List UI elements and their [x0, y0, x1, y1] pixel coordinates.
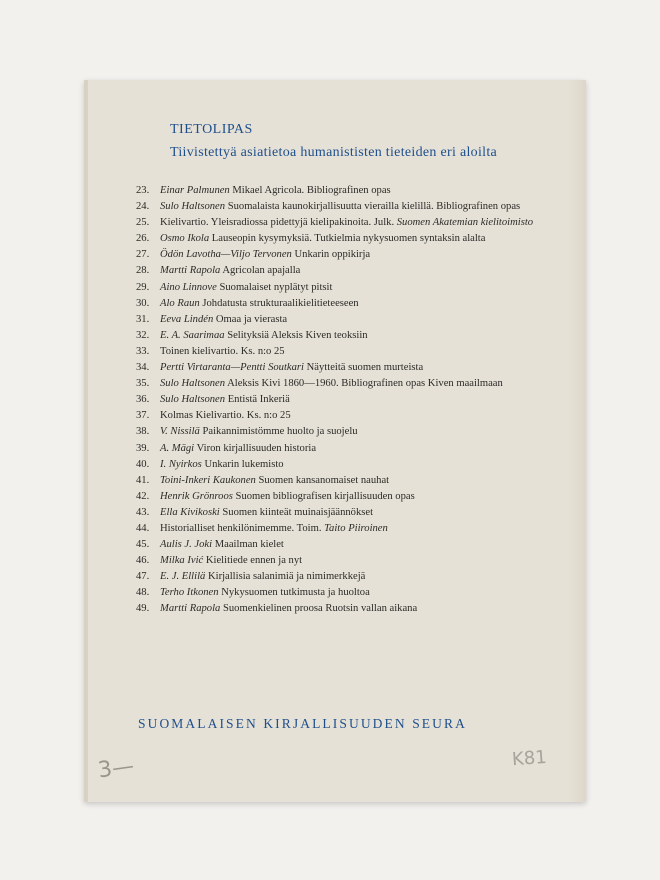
book-title: Maailman kielet: [214, 539, 284, 551]
book-entry: [136, 489, 546, 505]
book-text: [160, 215, 546, 231]
book-text: [160, 505, 546, 521]
book-text: [160, 263, 546, 279]
book-title: Kielivartio. Yleisradiossa pidettyjä kielipakinoita. Julk.: [160, 217, 395, 229]
book-title: Johdatusta strukturaalikielitieteeseen: [202, 297, 359, 309]
book-author: Alo Raun: [160, 297, 200, 309]
book-text: [160, 392, 546, 408]
book-text: [160, 344, 546, 360]
book-number: 24.: [136, 201, 150, 213]
book-entry: [136, 473, 546, 489]
book-list: [136, 183, 546, 618]
book-entry: [136, 183, 546, 199]
book-number: 46.: [136, 555, 150, 567]
book-title: Unkarin lukemisto: [204, 458, 284, 470]
book-author: Sulo Haltsonen: [160, 394, 226, 406]
book-author: A. Mägi: [160, 442, 195, 454]
cover-left-edge: [84, 80, 88, 802]
book-text: [160, 601, 546, 617]
book-number: 31.: [136, 313, 150, 325]
book-number: 35.: [136, 378, 150, 390]
book-number: 43.: [136, 506, 150, 518]
book-title: Omaa ja vierasta: [215, 313, 288, 325]
book-entry: [136, 344, 546, 360]
series-subtitle: Tiivistettyä asiatietoa humanististen tieteiden eri aloilta: [170, 145, 498, 160]
book-title: Suomenkielinen proosa Ruotsin vallan aikana: [222, 603, 418, 615]
book-entry: [136, 376, 546, 392]
book-author: Martti Rapola: [160, 265, 221, 277]
book-entry: [136, 408, 546, 424]
book-author: Ella Kivikoski: [160, 506, 220, 518]
book-number: 38.: [136, 426, 150, 438]
book-title: Suomalaista kaunokirjallisuutta vierailla kielillä. Bibliografinen opas: [227, 201, 521, 213]
book-entry: [136, 424, 546, 440]
book-text: [160, 553, 546, 569]
book-author: Aulis J. Joki: [160, 539, 213, 551]
book-title: Toinen kielivartio. Ks. n:o 25: [160, 345, 285, 357]
book-title: Lauseopin kysymyksiä. Tutkielmia nykysuomen syntaksin alalta: [211, 233, 486, 245]
book-number: 28.: [136, 265, 150, 277]
book-title: Suomalaiset nyplätyt pitsit: [219, 281, 333, 293]
book-text: [160, 360, 546, 376]
book-author: V. Nissilä: [160, 426, 200, 438]
book-text: [160, 424, 546, 440]
book-title: Näytteitä suomen murteista: [306, 362, 424, 374]
book-number: 37.: [136, 410, 150, 422]
book-author: Martti Rapola: [160, 603, 221, 615]
series-title: TIETOLIPAS: [170, 122, 253, 137]
book-entry: [136, 263, 546, 279]
book-text: [160, 441, 546, 457]
book-author: Milka Ivić: [160, 555, 204, 567]
book-text: [160, 328, 546, 344]
book-author: Sulo Haltsonen: [160, 378, 226, 390]
book-entry: [136, 296, 546, 312]
book-number: 48.: [136, 587, 150, 599]
book-title: Unkarin oppikirja: [294, 249, 371, 261]
book-entry: [136, 247, 546, 263]
book-number: 47.: [136, 571, 150, 583]
book-entry: [136, 199, 546, 215]
book-title: Suomen kiinteät muinaisjäännökset: [222, 506, 374, 518]
book-title: Agricolan apajalla: [222, 265, 301, 277]
book-title: Kielitiede ennen ja nyt: [205, 555, 303, 567]
book-entry: [136, 537, 546, 553]
book-text: [160, 376, 546, 392]
book-title: Nykysuomen tutkimusta ja huoltoa: [221, 587, 370, 599]
book-author: E. A. Saarimaa: [160, 329, 225, 341]
book-entry: [136, 312, 546, 328]
book-text: [160, 296, 546, 312]
book-title: Entistä Inkeriä: [227, 394, 290, 406]
book-number: 36.: [136, 394, 150, 406]
book-number: 29.: [136, 281, 150, 293]
book-author: Einar Palmunen: [160, 185, 230, 196]
book-title: Paikannimistömme huolto ja suojelu: [202, 426, 358, 438]
book-text: [160, 231, 546, 247]
book-entry: [136, 521, 546, 537]
book-author: Terho Itkonen: [160, 587, 219, 599]
book-text: [160, 569, 546, 585]
book-number: 49.: [136, 603, 150, 615]
book-author: Osmo Ikola: [160, 233, 210, 245]
book-entry: [136, 360, 546, 376]
book-text: [160, 199, 546, 215]
book-number: 45.: [136, 539, 150, 551]
book-entry: [136, 553, 546, 569]
publisher-name: SUOMALAISEN KIRJALLISUUDEN SEURA: [138, 716, 467, 731]
book-entry: [136, 601, 546, 617]
book-entry: [136, 215, 546, 231]
book-number: 23.: [136, 185, 150, 196]
book-text: [160, 247, 546, 263]
cover-right-edge: [568, 80, 586, 802]
book-author: Sulo Haltsonen: [160, 201, 226, 213]
book-editor: Taito Piiroinen: [324, 522, 388, 534]
book-entry: [136, 392, 546, 408]
book-entry: [136, 505, 546, 521]
book-text: [160, 537, 546, 553]
book-number: 30.: [136, 297, 150, 309]
book-title: Suomen kansanomaiset nauhat: [258, 474, 390, 486]
pencil-mark-left: 3—: [96, 753, 136, 784]
book-number: 41.: [136, 474, 150, 486]
book-title: Historialliset henkilönimemme. Toim.: [160, 522, 322, 534]
book-text: [160, 521, 546, 537]
book-title: Mikael Agricola. Bibliografinen opas: [232, 185, 391, 196]
book-text: [160, 473, 546, 489]
book-author: I. Nyirkos: [160, 458, 202, 470]
book-number: 32.: [136, 329, 150, 341]
book-author: Ödön Lavotha—Viljo Tervonen: [160, 249, 292, 261]
book-entry: [136, 585, 546, 601]
book-title: Kirjallisia salanimiä ja nimimerkkejä: [207, 571, 366, 583]
book-author: Toini-Inkeri Kaukonen: [160, 474, 256, 486]
book-number: 40.: [136, 458, 150, 470]
book-title: Aleksis Kivi 1860—1960. Bibliografinen opas Kiven maailmaan: [227, 378, 503, 390]
book-title: Viron kirjallisuuden historia: [196, 442, 317, 454]
book-title: Suomen bibliografisen kirjallisuuden opas: [235, 490, 415, 502]
book-title: Kolmas Kielivartio. Ks. n:o 25: [160, 410, 291, 422]
book-author: Aino Linnove: [160, 281, 217, 293]
book-text: [160, 457, 546, 473]
book-entry: [136, 328, 546, 344]
book-number: 27.: [136, 249, 150, 261]
book-number: 39.: [136, 442, 150, 454]
book-number: 26.: [136, 233, 150, 245]
book-number: 25.: [136, 217, 150, 229]
book-text: [160, 585, 546, 601]
book-text: [160, 489, 546, 505]
book-text: [160, 312, 546, 328]
book-text: [160, 183, 546, 199]
book-entry: [136, 231, 546, 247]
book-author: Eeva Lindén: [160, 313, 214, 325]
book-text: [160, 408, 546, 424]
book-author: Henrik Grönroos: [160, 490, 233, 502]
book-number: 34.: [136, 362, 150, 374]
book-title: Selityksiä Aleksis Kiven teoksiin: [227, 329, 368, 341]
book-number: 33.: [136, 345, 150, 357]
book-author: Pertti Virtaranta—Pentti Soutkari: [160, 362, 304, 374]
book-number: 42.: [136, 490, 150, 502]
book-number: 44.: [136, 522, 150, 534]
book-entry: [136, 441, 546, 457]
book-back-cover: [84, 80, 586, 802]
book-entry: [136, 280, 546, 296]
book-text: [160, 280, 546, 296]
book-author: E. J. Ellilä: [160, 571, 206, 583]
book-entry: [136, 457, 546, 473]
book-editor: Suomen Akatemian kielitoimisto: [396, 217, 534, 229]
pencil-mark-right: K81: [511, 746, 548, 771]
book-entry: [136, 569, 546, 585]
